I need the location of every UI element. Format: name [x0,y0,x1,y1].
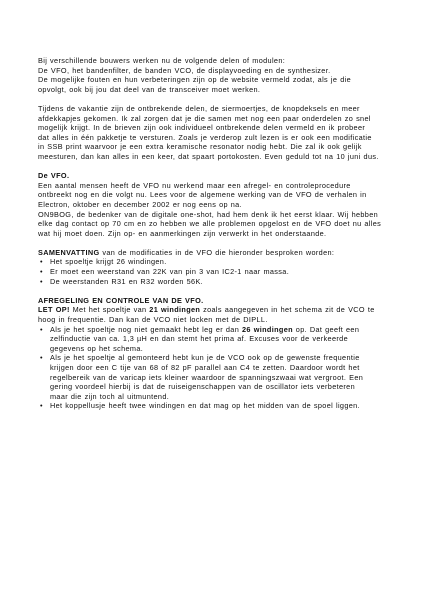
list-item-text: Er moet een weerstand van 22K van pin 3 van IC2-1 naar massa. [50,267,290,277]
bullet-icon: • [40,401,43,411]
warning-label: LET OP! [38,305,70,315]
text-run: Met het spoeltje van [69,305,150,315]
body-line: maar die zijn toch al uitmuntend. [50,391,170,401]
body-line: Electron, oktober en december 2002 er nog eens op na. [38,199,242,209]
adjust-heading: AFREGELING EN CONTROLE VAN DE VFO. [38,295,204,305]
summary-heading: SAMENVATTING [38,247,100,257]
body-line: krijgen door een C tije van 68 of 82 pF parallel aan C4 te zetten. Daardoor wordt het [50,363,360,372]
text-run: Als je het spoeltje nog niet gemaakt hebt leg er dan [50,324,242,334]
adjust-list [38,325,393,411]
body-line [50,325,393,335]
body-line: hoog in frequentie. Dan kan de VCO niet locken met de DIPLL. [38,315,268,325]
body-line: ontbreekt nog en die volgt nu. Lees voor de algemene werking van de VFO de verhalen in [38,190,367,200]
body-line: Tijdens de vakantie zijn de ontbrekende delen, de siermoertjes, de knopdeksels en meer [38,103,360,113]
body-line: meesturen, dan kan alles in een keer, dat spaart portokosten. Even geduld tot na 10 juni dus. [38,151,379,161]
summary-section [38,248,393,286]
body-line: regelbereik van de varicap iets kleiner waardoor de spanningszwaai wat vergroot. Een [50,372,364,382]
document-page [38,56,393,411]
body-line: ON9BOG, de bedenker van de digitale one-shot, had hem denk ik het eerst klaar. Wij hebben [38,209,379,219]
bullet-icon: • [40,267,43,277]
list-item [38,325,393,354]
intro-line: opvolgt, ook bij jou dat deel van de transceiver moet werken. [38,84,261,94]
adjust-section [38,296,393,411]
emphasis: 21 windingen [149,305,201,315]
body-line: gering voordeel hierbij is dat de ruiseigenschappen van de oscillator iets verbeteren [50,382,355,392]
summary-list [38,257,393,286]
summary-heading-rest: van de modificaties in de VFO die hieronder besproken worden: [99,247,335,257]
list-item-text: Het spoeltje krijgt 26 windingen. [50,257,167,267]
intro-line: Bij verschillende bouwers werken nu de volgende delen of modulen: [38,56,286,65]
list-item [38,257,393,267]
bullet-icon: • [40,353,43,363]
body-line: elke dag contact op 70 cm en zo hebben we alle problemen opgelost en de VFO doet nu alles [38,219,382,229]
intro-line: De mogelijke fouten en hun verbeteringen zijn op de website vermeld zodat, als je die [38,75,351,85]
body-line: dat alles in één pakketje te versturen. Zoals je verderop zult lezen is er ook een modificatie [38,132,372,142]
list-item [38,401,393,411]
body-line: in SSB print waarvoor je een extra keramische resonator nodig hebt. Die zal ik ook gelijk [38,142,362,152]
body-line: mogelijk krijgt. In de brieven zijn ook individueel ontbrekende delen vermeld en ik probeer [38,123,366,133]
body-line: afdekkapjes gekomen. Ik zal zorgen dat je die samen met nog een paar onderdelen zo snel [38,113,371,123]
emphasis: 26 windingen [242,324,293,334]
vfo-section [38,171,393,238]
body-line: zelfinductie van ca. 1,3 µH en dan stemt het prima af. Excuses voor de verkeerde [50,334,348,344]
intro-line: De VFO, het bandenfilter, de banden VCO, de displayvoeding en de synthesizer. [38,65,331,75]
summary-intro [38,248,393,258]
bullet-icon: • [40,276,43,286]
body-line: gegevens op het schema. [50,343,144,353]
text-run: zoals aangegeven in het schema zit de VCO te [200,305,375,315]
list-item-text: De weerstanden R31 en R32 worden 56K. [50,276,204,286]
body-line: wat hij moet doen. Zijn op- en aanmerkingen zijn verwerkt in het onderstaande. [38,228,327,238]
list-item [38,267,393,277]
body-line: Een aantal mensen heeft de VFO nu werkend maar een afregel- en controleprocedure [38,180,351,190]
text-run: op. Dat geeft een [292,324,360,334]
vacation-paragraph [38,104,393,162]
intro-paragraph [38,56,393,94]
body-line [38,305,393,315]
list-item [38,277,393,287]
body-line: Als je het spoeltje al gemonteerd hebt kun je de VCO ook op de gewenste frequentie [50,353,360,363]
list-item [38,353,393,401]
vfo-heading: De VFO. [38,171,70,181]
bullet-icon: • [40,324,43,334]
body-line: Het koppellusje heeft twee windingen en dat mag op het midden van de spoel liggen. [50,401,360,411]
bullet-icon: • [40,257,43,267]
